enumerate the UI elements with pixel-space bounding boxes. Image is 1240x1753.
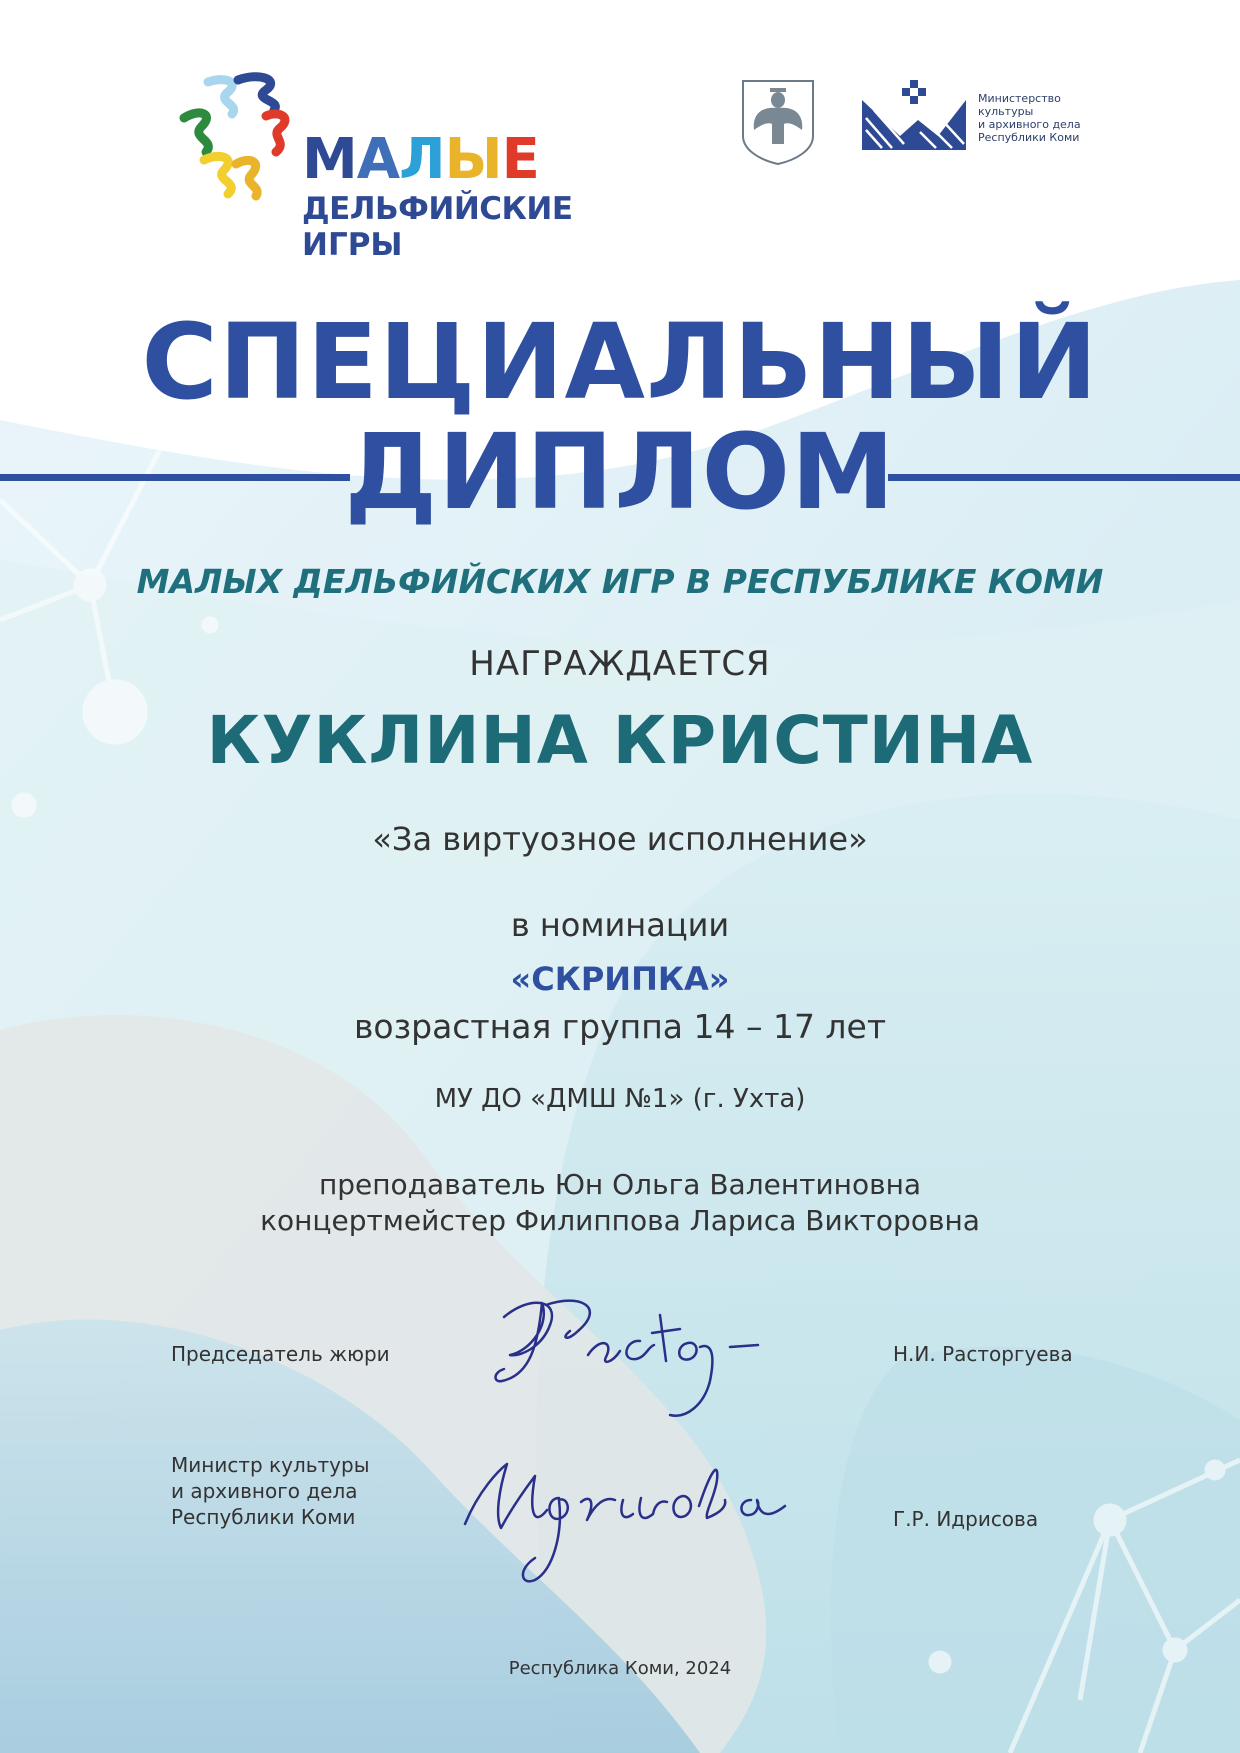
ministry-logo-icon [860,78,970,154]
ministry-name-line: Республики Коми [978,131,1080,144]
minister-role [171,1452,370,1530]
logo-letter-1: М [302,127,357,192]
minister-role-line: Министр культуры [171,1453,370,1477]
jury-chair-signature [490,1285,780,1435]
jury-chair-role: Председатель жюри [171,1342,390,1366]
footer-place-year: Республика Коми, 2024 [508,1658,732,1679]
diploma-title-line1: СПЕЦИАЛЬНЫЙ [141,301,1099,423]
logo-letter-5: Е [501,127,539,192]
recipient-name: КУКЛИНА КРИСТИНА [206,702,1034,779]
ministry-name-line: и архивного дела [978,118,1081,131]
nomination: «СКРИПКА» [510,960,730,998]
ministry-name-line: Министерство [978,92,1061,105]
diploma-title-line2: ДИПЛОМ [344,411,896,533]
minister-signature [455,1440,805,1590]
ministry-logo [860,78,1100,154]
accompanist: концертмейстер Филиппова Лариса Викторовна [260,1204,980,1237]
logo-text-line2: ДЕЛЬФИЙСКИЕ [302,191,573,227]
logo-letter-4: Ы [444,127,502,192]
nomination-label: в номинации [510,906,730,944]
scribble-logo-icon [170,70,310,210]
minister-name: Г.Р. Идрисова [893,1507,1039,1531]
ministry-name [978,92,1081,144]
award-text: «За виртуозное исполнение» [372,820,868,858]
logo-letter-2: А [356,127,400,192]
diploma-subtitle: МАЛЫХ ДЕЛЬФИЙСКИХ ИГР В РЕСПУБЛИКЕ КОМИ [136,562,1104,601]
komi-coat-of-arms-icon [740,78,816,166]
logo-text-line1 [302,127,539,192]
school: МУ ДО «ДМШ №1» (г. Ухта) [434,1084,806,1114]
minister-role-line: Республики Коми [171,1505,356,1529]
awarded-label: НАГРАЖДАЕТСЯ [469,644,771,684]
logo-text-line3: ИГРЫ [302,227,403,263]
malye-delfiyskie-igry-logo [170,70,573,270]
minister-role-line: и архивного дела [171,1479,358,1503]
logo-letter-3: Л [399,127,445,192]
ministry-name-line: культуры [978,105,1034,118]
jury-chair-name: Н.И. Расторгуева [893,1342,1073,1366]
teacher: преподаватель Юн Ольга Валентиновна [318,1168,922,1201]
age-group: возрастная группа 14 – 17 лет [353,1007,887,1046]
